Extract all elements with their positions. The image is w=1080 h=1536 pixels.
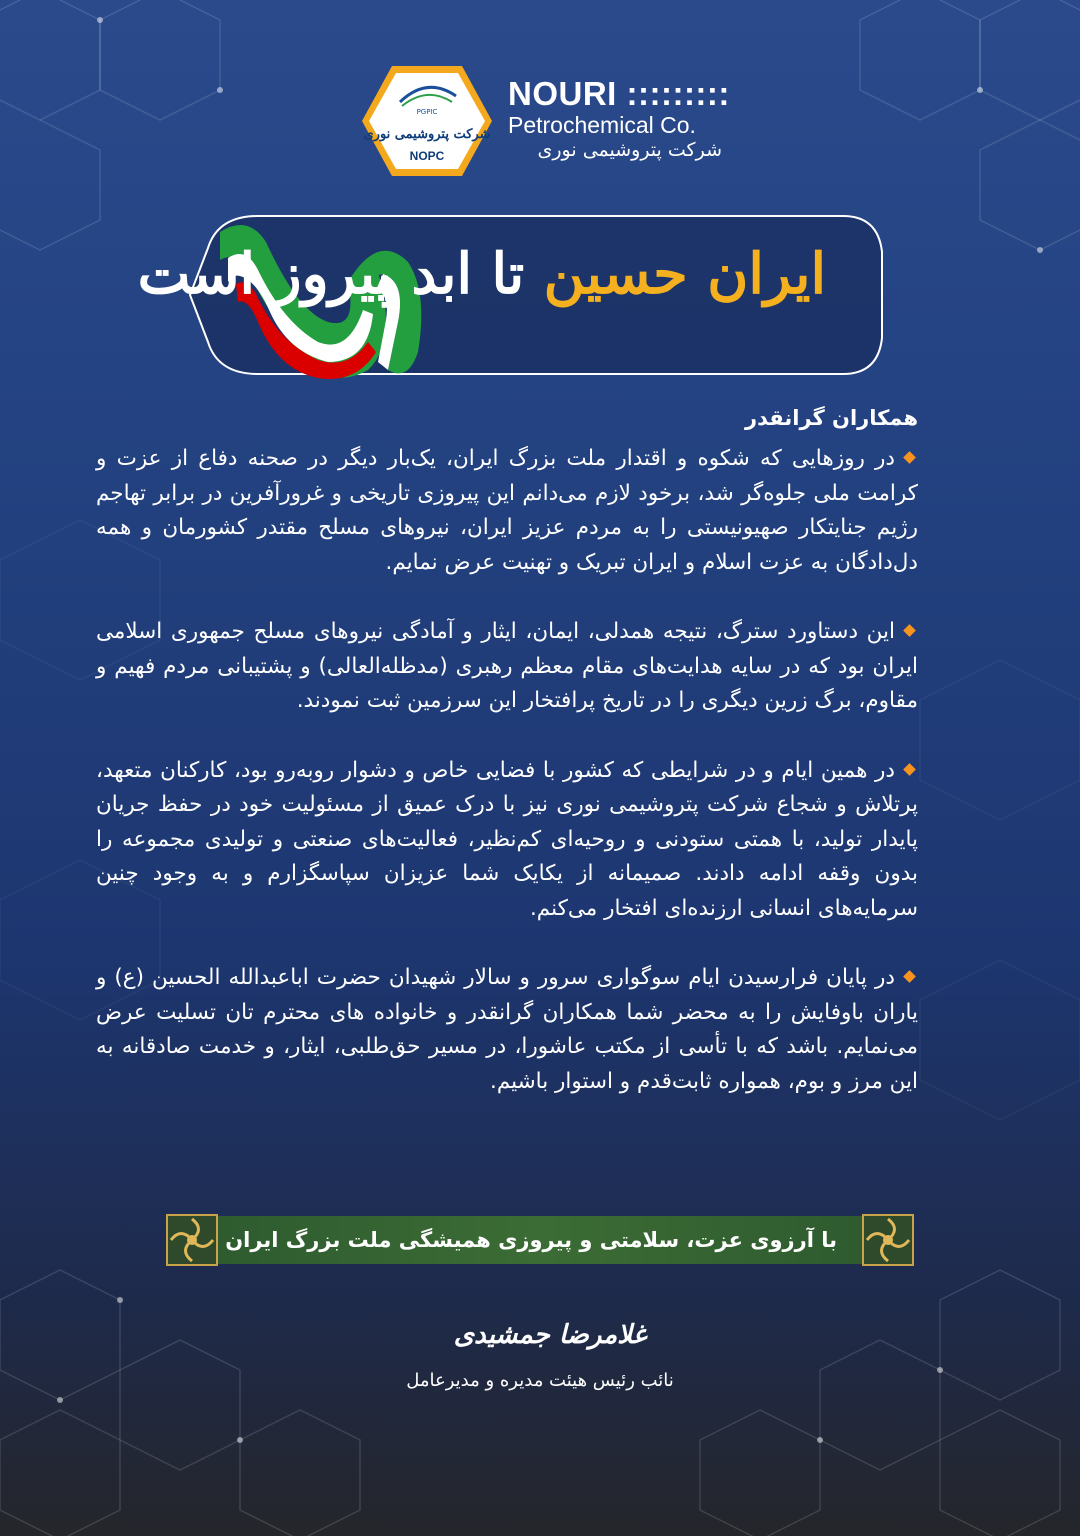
company-logo-block — [360, 62, 740, 180]
wish-banner — [165, 1213, 915, 1267]
bullet-icon — [903, 763, 916, 776]
greeting: همکاران گرانقدر — [745, 406, 918, 430]
bullet-icon — [903, 970, 916, 983]
svg-text:NOPC: NOPC — [409, 149, 445, 163]
letter-body — [96, 400, 918, 1134]
signatory-title: نائب رئیس هیئت مدیره و مدیرعامل — [406, 1370, 674, 1391]
svg-text:شرکت پتروشیمی نوری: شرکت پتروشیمی نوری — [363, 127, 491, 142]
ornament-right-icon — [861, 1213, 915, 1267]
paragraph-text: در پایان فرارسیدن ایام سوگواری سرور و سالار شهیدان حضرت اباعبدالله الحسین (ع) و یاران باوفایش را به محضر شما همکاران گرانقدر و خانواده های محترم تان تسلیت عرض می‌نمایم. باشد که با تأسی از مکتب عاشورا، در مسیر حق‌طلبی، ایثار، و خدمت صادقانه به این مرز و بوم، همواره ثابت‌قدم و استوار باشیم. — [96, 965, 918, 1094]
ornament-left-icon — [165, 1213, 219, 1267]
banner-title — [137, 234, 826, 314]
bullet-icon — [903, 624, 916, 637]
banner-title-white: تا ابد پیروز است — [137, 241, 544, 307]
slogan-banner — [137, 202, 896, 388]
wish-text: با آرزوی عزت، سلامتی و پیروزی همیشگی ملت بزرگ ایران — [225, 1228, 837, 1252]
paragraph-text: در همین ایام و در شرایطی که کشور با فضایی خاص و دشوار روبه‌رو بود، کارکنان متعهد، پرتلاش و شجاع شرکت پتروشیمی نوری نیز با درک عمیق از مسئولیت خود در حفظ جریان پایدار تولید، با همتی ستودنی و روحیه‌ای کم‌نظیر، فعالیت‌های صنعتی و تولیدی مجموعه را بدون وقفه ادامه دادند. صمیمانه از یکایک شما عزیزان سپاسگزارم و به وجود چنین سرمایه‌های انسانی ارزنده‌ای افتخار می‌کنم. — [96, 757, 918, 921]
svg-text:PGPIC: PGPIC — [416, 108, 438, 116]
bullet-icon — [903, 451, 916, 464]
paragraph-text: این دستاورد سترگ، نتیجه همدلی، ایمان، ایثار و آمادگی نیروهای مسلح جمهوری اسلامی ایران بود که در سایه هدایت‌های مقام معظم رهبری (مدظله‌العالی) و پشتیبانی مردم فهیم و مقاوم، برگ زرین دیگری را در تاریخ پرافتخار این سرزمین ثبت نمودند. — [96, 619, 918, 713]
paragraph-3 — [96, 754, 918, 927]
brand-name: NOURI ::::::::: — [508, 75, 730, 112]
paragraph-2 — [96, 615, 918, 719]
nouri-logo-icon — [360, 62, 494, 180]
brand-persian: شرکت پتروشیمی نوری — [537, 139, 722, 161]
paragraph-1 — [96, 442, 918, 580]
brand-company: Petrochemical Co. — [508, 112, 696, 138]
paragraph-4 — [96, 961, 918, 1099]
paragraph-text: در روزهایی که شکوه و اقتدار ملت بزرگ ایران، یک‌بار دیگر در صحنه دفاع از عزت و کرامت ملی جلوه‌گر شد، برخود لازم می‌دانم این پیروزی تاریخی و غرورآفرین در برابر تهاجم رژیم جنایتکار صهیونیستی را به مردم عزیز ایران، نیروهای مسلح مقتدر کشورمان و همه دل‌دادگان به عزت اسلام و ایران تبریک و تهنیت عرض نمایم. — [96, 446, 918, 575]
brand-text — [508, 76, 730, 162]
signature: غلامرضا جمشیدی — [453, 1320, 647, 1350]
banner-title-gold: ایران حسین — [543, 241, 826, 307]
